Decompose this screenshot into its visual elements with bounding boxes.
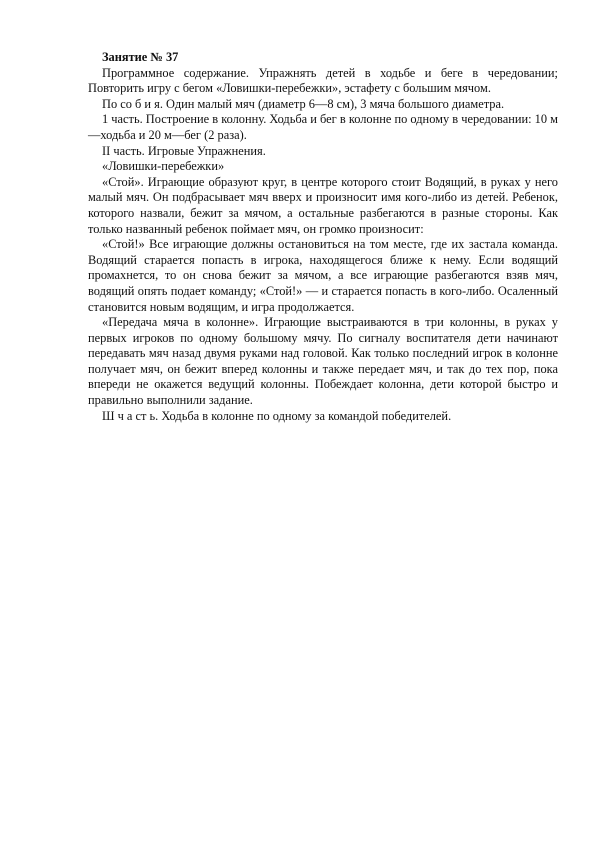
paragraph-relay: «Передача мяча в колонне». Играющие выстраиваются в три колонны, в руках у первых игроков по одному большому мячу. По сигналу воспитателя дети начинают передавать мяч назад двумя руками над головой. Как только последний игрок в колонне получает мяч, он бежит вперед колонны и также передает мяч, и так до тех пор, пока впереди не окажется ведущий колонны. Побеждает колонна, дети которой быстро и правильно выполнили задание. xyxy=(88,315,558,408)
paragraph-equipment: По со б и я. Один малый мяч (диаметр 6—8 см), 3 мяча большого диаметра. xyxy=(102,96,505,111)
paragraph-part-one: 1 часть. Построение в колонну. Ходьба и бег в колонне по одному в чередовании: 10 м—ходьба и 20 м—бег (2 раза). xyxy=(88,112,558,142)
paragraph-part-three: Ш ч а ст ь. Ходьба в колонне по одному за командой победителей. xyxy=(102,408,452,423)
paragraph-game-rules: «Стой». Играющие образуют круг, в центре которого стоит Водящий, в руках у него малый мяч. Он подбрасывает мяч вверх и произносит имя кого-либо из детей. Ребенок, которого назвали, бежит за мячом, а остальные разбегаются в разные стороны. Как только названный ребенок поймает мяч, он громко произносит: xyxy=(88,174,558,236)
paragraph-game-title: «Ловишки-перебежки» xyxy=(102,159,225,174)
paragraph-stop-command: «Стой!» Все играющие должны остановиться на том месте, где их застала команда. Водящий старается попасть в игрока, находящегося ближе к нему. Если водящий промахнется, то он снова бежит за мячом, а все играющие разбегаются взяв мяч, водящий опять подает команду; «Стой!» — и старается попасть в кого-либо. Осаленный становится новым водящим, и игра продолжается. xyxy=(88,237,558,314)
document-page xyxy=(88,50,558,424)
paragraph-program-content: Программное содержание. Упражнять детей в ходьбе и беге в чередовании; Повторить игру с бегом «Ловишки-перебежки», эстафету с большим мячом. xyxy=(88,65,558,96)
lesson-title: Занятие № 37 xyxy=(102,50,179,64)
paragraph-part-two-heading: II часть. Игровые Упражнения. xyxy=(102,143,266,158)
